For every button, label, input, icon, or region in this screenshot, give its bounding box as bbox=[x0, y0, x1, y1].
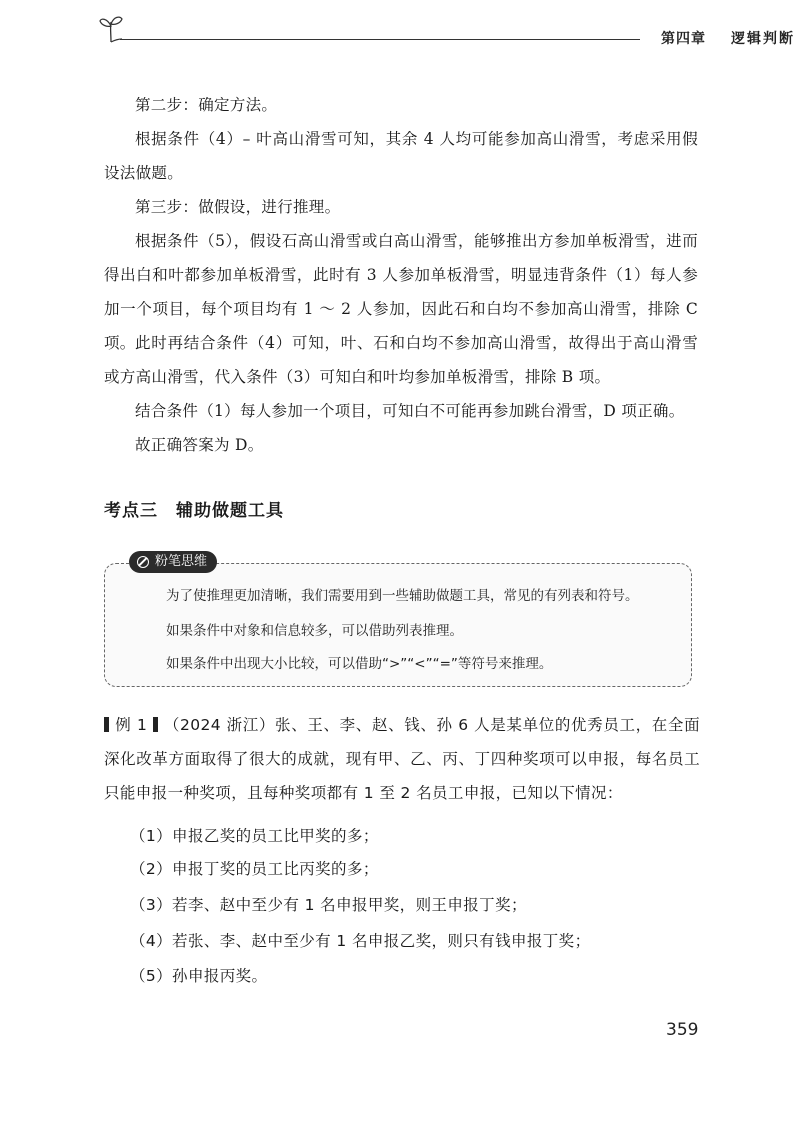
chapter-title: 逻辑判断 bbox=[731, 31, 795, 47]
section-name: 辅助做题工具 bbox=[176, 501, 284, 521]
page-number: 359 bbox=[666, 1020, 699, 1040]
example-label: 例 1 bbox=[115, 716, 148, 734]
example-bar-left bbox=[104, 717, 109, 732]
example-bar-right bbox=[153, 717, 158, 732]
section-title bbox=[104, 496, 284, 521]
no-sign-icon bbox=[137, 556, 149, 568]
tip-line: 如果条件中对象和信息较多，可以借助列表推理。 bbox=[166, 623, 463, 639]
header-rule bbox=[120, 39, 640, 40]
conclusion: 故正确答案为 D。 bbox=[135, 436, 264, 454]
page-header bbox=[98, 14, 795, 54]
tip-tag bbox=[129, 551, 217, 573]
chapter-number: 第四章 bbox=[661, 31, 706, 47]
condition-item: （5）孙申报丙奖。 bbox=[130, 967, 268, 985]
tip-line: 如果条件中出现大小比较，可以借助“>”“<”“=”等符号来推理。 bbox=[166, 656, 553, 672]
tip-line: 为了使推理更加清晰，我们需要用到一些辅助做题工具，常见的有列表和符号。 bbox=[166, 588, 639, 604]
condition-item: （4）若张、李、赵中至少有 1 名申报乙奖，则只有钱申报丁奖； bbox=[130, 932, 591, 950]
example-text: （2024 浙江）张、王、李、赵、钱、孙 6 人是某单位的优秀员工，在全面深化改革方面取得了很大的成就，现有甲、乙、丙、丁四种奖项可以申报，每名员工只能申报一种奖项，且每种奖项都有 1 至 2 名员工申报，已知以下情况： bbox=[104, 716, 700, 802]
condition-item: （2）申报丁奖的员工比丙奖的多； bbox=[130, 860, 379, 878]
step2-title: 第二步：确定方法。 bbox=[135, 96, 278, 114]
section-label: 考点三 bbox=[104, 501, 158, 521]
step3-title: 第三步：做假设，进行推理。 bbox=[135, 198, 341, 216]
step2-text: 根据条件（4）– 叶高山滑雪可知，其余 4 人均可能参加高山滑雪，考虑采用假设法做题。 bbox=[104, 130, 698, 182]
step3-text: 根据条件（5），假设石高山滑雪或白高山滑雪，能够推出方参加单板滑雪，进而得出白和叶都参加单板滑雪，此时有 3 人参加单板滑雪，明显违背条件（1）每人参加一个项目，每个项目均有 1 ～ 2 人参加，因此石和白均不参加高山滑雪，排除 C 项。 bbox=[104, 232, 698, 352]
combine-condition1-paragraph: 结合条件（1）每人参加一个项目，可知白不可能再参加跳台滑雪，D 项正确。 bbox=[135, 402, 685, 420]
condition-item: （3）若李、赵中至少有 1 名申报甲奖，则王申报丁奖； bbox=[130, 896, 527, 914]
example-stem bbox=[104, 708, 700, 810]
condition-item: （1）申报乙奖的员工比甲奖的多； bbox=[130, 827, 379, 845]
tip-tag-label: 粉笔思维 bbox=[155, 554, 208, 569]
combine-condition4-paragraph: 此时再结合条件（4）可知，叶、石和白均不参加高山滑雪，故得出于高山滑雪或方高山滑雪，代入条件（3）可知白和叶均参加单板滑雪，排除 B 项。 bbox=[104, 334, 698, 386]
